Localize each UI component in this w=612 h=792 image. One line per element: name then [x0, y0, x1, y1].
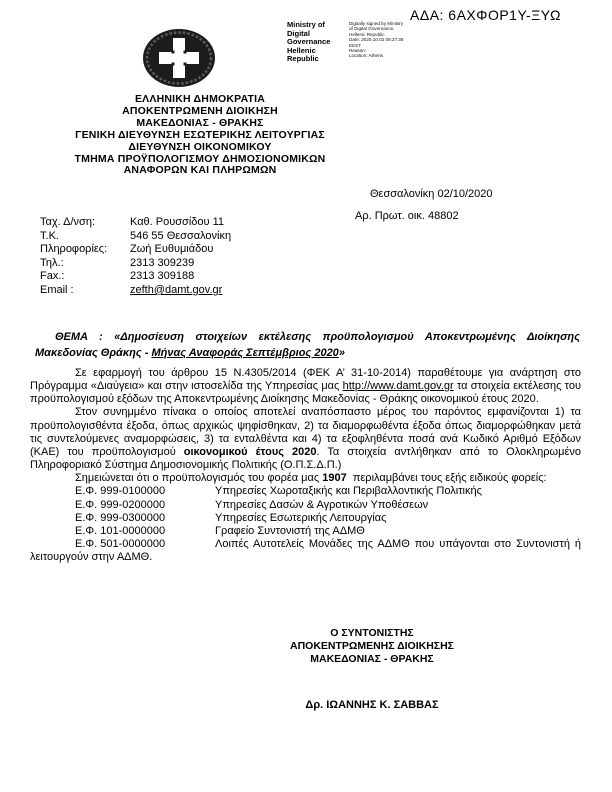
signature-block	[283, 627, 461, 712]
digital-signature-stamp	[287, 21, 427, 64]
header-line: ΑΝΑΦΟΡΩΝ ΚΑΙ ΠΛΗΡΩΜΩΝ	[123, 164, 277, 177]
fiscal-year-emphasis: οικονομικού έτους 2020	[183, 445, 317, 458]
paragraph-3: Σημειώνεται ότι ο προϋπολογισμός του φορέα μας 1907 περιλαμβάνει τους εξής ειδικούς φορείς:	[75, 472, 547, 485]
signatory-name: Δρ. ΙΩΑΝΝΗΣ Κ. ΣΑΒΒΑΣ	[305, 699, 439, 711]
signatory-title: Ο ΣΥΝΤΟΝΙΣΤΗΣ	[330, 627, 414, 639]
contact-row-email: Email : zefth@damt.gov.gr	[40, 283, 223, 296]
email-link[interactable]: zefth@damt.gov.gr	[130, 283, 223, 296]
contact-block	[40, 216, 340, 298]
ef-list-item: Ε.Φ. 999-0300000 Υπηρεσίες Εσωτερικής Λειτουργίας	[75, 511, 387, 524]
subject-text: «Δημοσίευση στοιχείων εκτέλεσης προϋπολογισμού Αποκεντρωμένης Διοίκησης Μακεδονίας Θράκης -	[35, 331, 580, 359]
header-line: ΑΠΟΚΕΝΤΡΩΜΕΝΗ ΔΙΟΙΚΗΣΗ	[122, 104, 278, 117]
contact-row-phone: Τηλ.: 2313 309239	[40, 256, 195, 269]
subject-reference-month: Μήνας Αναφοράς Σεπτέμβριος 2020	[151, 346, 339, 359]
place-date: Θεσσαλονίκη 02/10/2020	[370, 188, 493, 200]
signatory-title: ΑΠΟΚΕΝΤΡΩΜΕΝΗΣ ΔΙΟΙΚΗΣΗΣ	[290, 640, 454, 652]
contact-row-address: Ταχ. Δ/νση: Καθ. Ρουσσίδου 11	[40, 216, 225, 228]
stamp-org-name: Ministry of Digital Governance Hellenic Republic	[287, 20, 331, 64]
header-line: ΔΙΕΥΘΥΝΣΗ ΟΙΚΟΝΟΜΙΚΟΥ	[128, 140, 272, 153]
contact-row-information: Πληροφορίες: Ζωή Ευθυμιάδου	[40, 243, 214, 256]
contact-row-postal-code: Τ.Κ. 546 55 Θεσσαλονίκη	[40, 229, 232, 242]
ef-list-item: Ε.Φ. 999-0200000 Υπηρεσίες Δασών & Αγροτικών Υποθέσεων	[75, 498, 429, 511]
greek-national-emblem-icon	[140, 27, 218, 89]
contact-row-fax: Fax.: 2313 309188	[40, 270, 195, 283]
entity-code-emphasis: 1907	[322, 472, 347, 485]
website-link[interactable]: http://www.damt.gov.gr	[342, 380, 454, 393]
header-line: ΤΜΗΜΑ ΠΡΟΫΠΟΛΟΓΙΣΜΟΥ ΔΗΜΟΣΙΟΝΟΜΙΚΩΝ	[74, 152, 326, 165]
subject-line: ΘΕΜΑ : «Δημοσίευση στοιχείων εκτέλεσης προϋπολογισμού Αποκεντρωμένης Διοίκησης Μακεδονίας Θράκης - Μήνας Αναφοράς Σεπτέμβριος 2020»	[35, 331, 580, 359]
dateline	[355, 188, 493, 223]
paragraph-1: Σε εφαρμογή του άρθρου 15 Ν.4305/2014 (ΦΕΚ Α’ 31-10-2014) παραθέτουμε για ανάρτηση στο Πρόγραμμα «Διαύγεια» και στην ιστοσελίδα της Υπηρεσίας μας http://www.damt.gov.gr τα στοιχεία εκτέλεσης του προϋπολογισμού εξόδων της Αποκεντρωμένης Διοίκησης Μακεδονίας - Θράκης οικονομικού έτους 2020.	[30, 367, 581, 406]
signatory-title: ΜΑΚΕΔΟΝΙΑΣ - ΘΡΑΚΗΣ	[310, 653, 434, 665]
ef-list-item: Ε.Φ. 501-0000000 Λοιπές Αυτοτελείς Μονάδες της ΑΔΜΘ που υπάγονται στο Συντονιστή ή λειτουργούν στην ΑΔΜΘ.	[30, 538, 581, 564]
ada-code: ΑΔΑ: 6ΑΧΦΟΡ1Υ-ΞΥΩ	[410, 7, 561, 23]
subject-label: ΘΕΜΑ :	[55, 331, 103, 343]
header-line: ΜΑΚΕΔΟΝΙΑΣ - ΘΡΑΚΗΣ	[136, 116, 264, 129]
header-line: ΓΕΝΙΚΗ ΔΙΕΥΘΥΝΣΗ ΕΣΩΤΕΡΙΚΗΣ ΛΕΙΤΟΥΡΓΙΑΣ	[75, 128, 325, 141]
letter-body	[30, 367, 581, 564]
paragraph-2: Στον συνημμένο πίνακα ο οποίος αποτελεί αναπόσπαστο μέρος του παρόντος εμφανίζονται 1) τα προϋπολογισθέντα έξοδα, όπως αρχικώς ψηφίσθηκαν, 2) τα διαμορφωθέντα έξοδα όπως διαμορφώθηκαν μετά τις συντελούμενες αναμορφώσεις, 3) τα ενταλθέντα και 4) τα εξοφληθέντα ποσά ανά Κωδικό Αριθμό Εξόδων (ΚΑΕ) του προϋπολογισμού οικονομικού έτους 2020. Τα στοιχεία αντλήθηκαν από το Ολοκληρωμένο Πληροφοριακό Σύστημα Δημοσιονομικής Πολιτικής (Ο.Π.Σ.Δ.Π.)	[30, 406, 581, 472]
ef-list-item: Ε.Φ. 101-0000000 Γραφείο Συντονιστή της ΑΔΜΘ	[75, 524, 365, 537]
stamp-signature-details: Digitally signed by Ministry of Digital Governance, Hellenic Republic Date: 2020.10.02 09:27:38 EEST Reason: Location: Athens	[349, 21, 404, 59]
agency-header	[20, 94, 380, 177]
header-line: ΕΛΛΗΝΙΚΗ ΔΗΜΟΚΡΑΤΙΑ	[134, 93, 266, 105]
ef-list-item: Ε.Φ. 999-0100000 Υπηρεσίες Χωροταξικής και Περιβαλλοντικής Πολιτικής	[75, 485, 482, 498]
protocol-number: Αρ. Πρωτ. οικ. 48802	[355, 210, 459, 222]
